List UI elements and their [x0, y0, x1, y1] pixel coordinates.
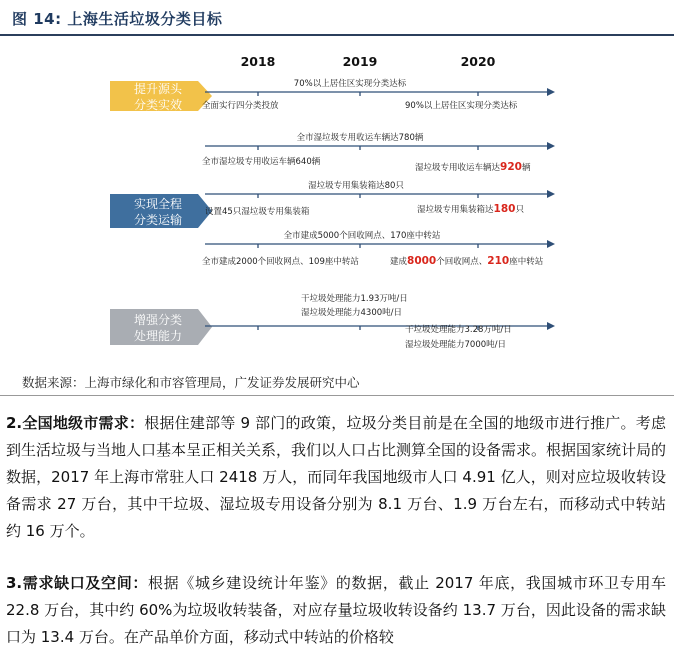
annotation-segment: 座中转站 [509, 257, 544, 267]
annotation-segment: 干垃圾处理能力1.93万吨/日 [301, 294, 408, 304]
figure-title: 图 14: 上海生活垃圾分类目标 [12, 10, 223, 28]
annotation-segment: 只 [515, 205, 524, 215]
annotation-segment: 湿垃圾专用收运车辆达 [415, 163, 501, 173]
annotation-segment: 全市建成2000个回收网点、109座中转站 [202, 257, 359, 267]
annotation-segment: 90%以上居住区实现分类达标 [405, 101, 518, 111]
annotation-vehicles-2018 [202, 156, 321, 167]
annotation-containers-2018 [205, 206, 310, 217]
category-label: 处理能力 [133, 329, 183, 343]
annotation-segment: 210 [487, 255, 510, 267]
annotation-2018-target [202, 100, 279, 111]
annotation-segment: 湿垃圾专用集装箱达 [417, 205, 494, 215]
category-label: 实现全程 [133, 197, 183, 211]
annotation-segment: 个回收网点、 [436, 257, 488, 267]
source-divider [0, 395, 674, 396]
timeline-line-stations-arrowhead [547, 240, 555, 248]
category-label: 增强分类 [133, 313, 183, 327]
year-label-2018: 2018 [240, 54, 276, 69]
annotation-segment: 全市建成5000个回收网点、170座中转站 [283, 231, 441, 241]
annotation-segment: 全面实行四分类投放 [202, 101, 279, 111]
annotation-segment: 辆 [521, 163, 531, 173]
data-source: 数据来源：上海市绿化和市容管理局，广发证券发展研究中心 [22, 375, 360, 390]
annotation-stations-2019 [284, 230, 441, 241]
paragraph-national-demand [6, 410, 666, 545]
annotation-dry-capacity-2020 [405, 324, 512, 335]
annotation-stations-2018 [202, 256, 359, 267]
timeline-line-vehicles-arrowhead [547, 142, 555, 150]
annotation-wet-capacity-2020 [405, 339, 506, 350]
annotation-dry-capacity-2019 [301, 293, 408, 304]
annotation-segment: 设置45只湿垃圾专用集装箱 [205, 207, 310, 217]
annotation-stations-2020 [390, 255, 544, 267]
annotation-vehicles-2019 [297, 132, 424, 143]
annotation-segment: 180 [493, 203, 516, 215]
timeline-line-source-arrowhead [547, 88, 555, 96]
annotation-2020-target [405, 100, 518, 111]
annotation-segment: 全市湿垃圾专用收运车辆达780辆 [296, 133, 424, 143]
annotation-vehicles-2020 [415, 161, 531, 173]
paragraph-heading: 2.全国地级市需求： [6, 414, 145, 432]
category-label: 分类运输 [133, 213, 183, 227]
annotation-segment: 湿垃圾处理能力4300吨/日 [301, 308, 402, 318]
paragraph-demand-gap [6, 570, 666, 651]
annotation-2019-target [294, 78, 407, 89]
category-label: 提升源头 [133, 82, 183, 96]
annotation-containers-2019 [308, 180, 404, 191]
annotation-segment: 70%以上居住区实现分类达标 [293, 79, 407, 89]
paragraph-heading: 3.需求缺口及空间： [6, 574, 149, 592]
annotation-segment: 8000 [407, 255, 437, 267]
annotation-containers-2020 [417, 203, 524, 215]
year-label-2020: 2020 [460, 54, 496, 69]
annotation-segment: 920 [500, 161, 522, 173]
paragraph-body: 根据住建部等 9 部门的政策，垃圾分类目前是在全国的地级市进行推广。考虑到生活垃圾与当地人口基本呈正相关关系，我们以人口占比测算全国的设备需求。根据国家统计局的数据，2017 年上海市常驻人口 2418 万人，而同年我国地级市人口 4.91 亿人，则对应垃圾收转设备需求 27 万台，其中干垃圾、湿垃圾专用设备分别为 8.1 万台、1.9 万台左右，而移动式中转站约 16 万个。 [6, 414, 667, 540]
annotation-segment: 全市湿垃圾专用收运车辆640辆 [202, 157, 321, 167]
timeline-line-containers-arrowhead [547, 190, 555, 198]
annotation-wet-capacity-2019 [301, 307, 402, 318]
category-label: 分类实效 [133, 98, 183, 112]
annotation-segment: 干垃圾处理能力3.28万吨/日 [405, 325, 512, 335]
timeline-line-capacity-arrowhead [547, 322, 555, 330]
annotation-segment: 湿垃圾专用集装箱达80只 [308, 181, 404, 191]
year-label-2019: 2019 [342, 54, 378, 69]
annotation-segment: 湿垃圾处理能力7000吨/日 [405, 340, 506, 350]
annotation-segment: 建成 [390, 257, 408, 267]
paragraph-body: 根据《城乡建设统计年鉴》的数据，截止 2017 年底，我国城市环卫专用车 22.8 万台，其中约 60%为垃圾收转装备，对应存量垃圾收转设备约 13.7 万台，因此设备的需求缺口为 13.4 万台。在产品单价方面，移动式中转站的价格较 [6, 574, 667, 646]
timeline-diagram [0, 36, 674, 366]
